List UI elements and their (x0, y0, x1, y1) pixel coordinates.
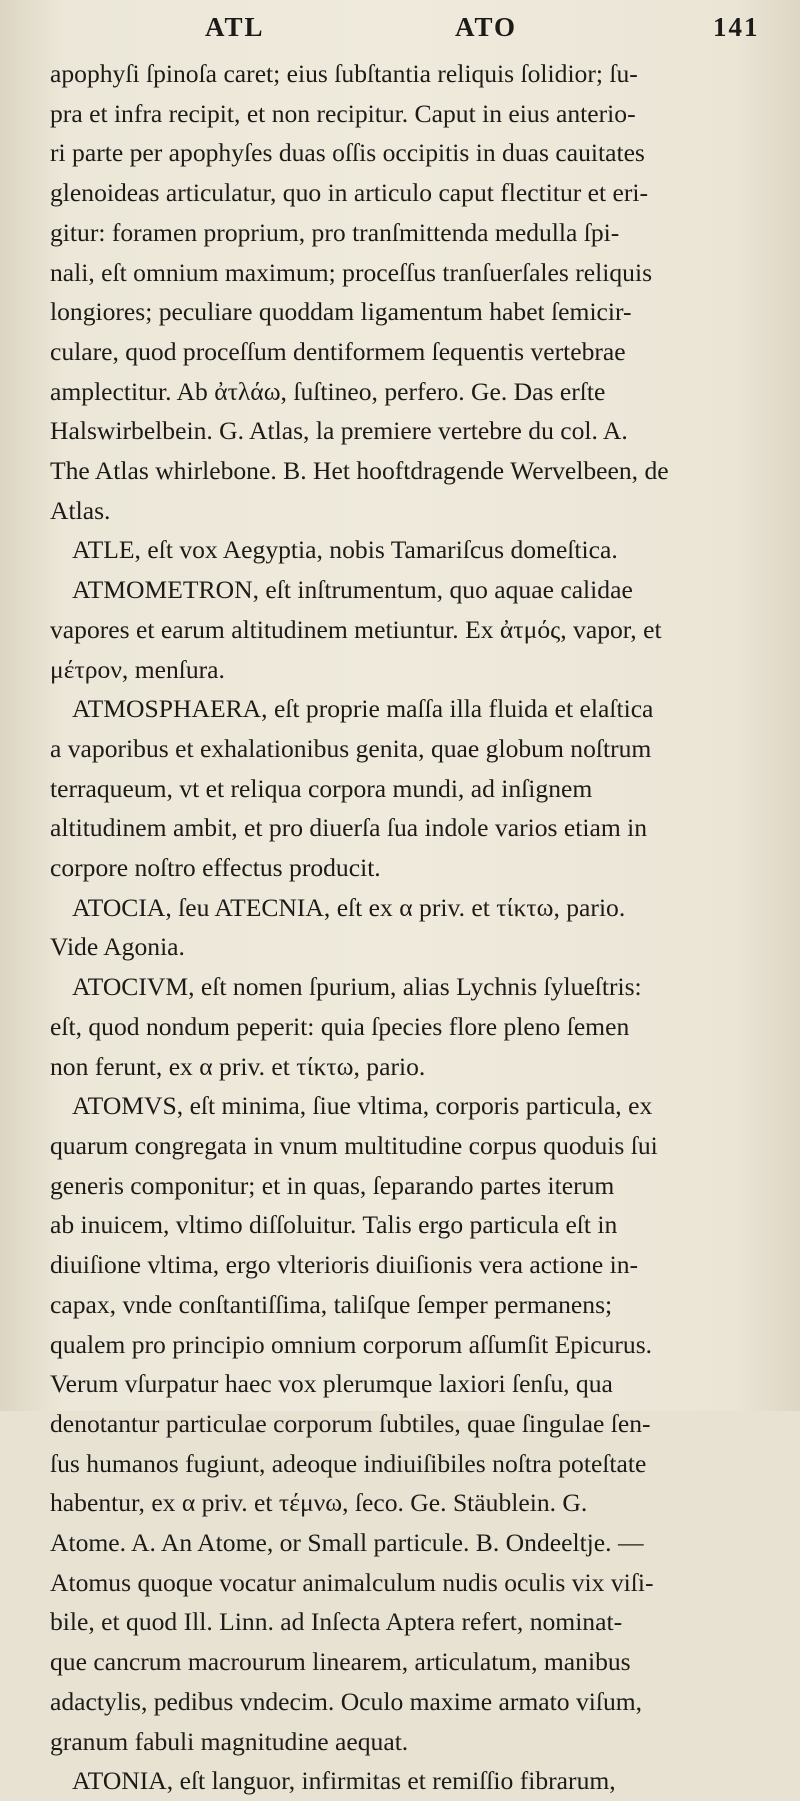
text-line: pra et infra recipit, et non recipitur. Caput in eius anterio- (50, 98, 636, 128)
entry-atomus: ATOMVS, eſt minima, ſiue vltima, corporis particula, ex (72, 1091, 653, 1121)
page-body (50, 54, 762, 1801)
text-line: culare, quod proceſſum dentiformem ſequentis vertebrae (50, 336, 626, 366)
text-line: que cancrum macrourum linearem, articulatum, manibus (50, 1647, 631, 1677)
text-line: habentur, ex α priv. et τέμνω, ſeco. Ge. Stäublein. G. (50, 1488, 588, 1518)
header-left-guideword: ATL (205, 12, 265, 42)
text-line: Verum vſurpatur haec vox plerumque laxiori ſenſu, qua (50, 1369, 613, 1399)
text-line: denotantur particulae corporum ſubtiles, quae ſingulae ſen- (50, 1408, 651, 1438)
text-line: ri parte per apophyſes duas oſſis occipitis in duas cauitates (50, 138, 645, 168)
entry-atocia: ATOCIA, ſeu ATECNIA, eſt ex α priv. et τίκτω, pario. (72, 892, 626, 922)
entry-atmosphaera: ATMOSPHAERA, eſt proprie maſſa illa fluida et elaſtica (72, 694, 654, 724)
text-line: non ferunt, ex α priv. et τίκτω, pario. (50, 1051, 426, 1081)
text-line: Atlas. (50, 495, 111, 525)
text-line: μέτρον, menſura. (50, 654, 225, 684)
text-line: generis componitur; et in quas, ſeparando partes iterum (50, 1170, 615, 1200)
text-line: ab inuicem, vltimo diſſoluitur. Talis ergo particula eſt in (50, 1210, 618, 1240)
text-line: corpore noſtro effectus producit. (50, 853, 381, 883)
text-line: Atome. A. An Atome, or Small particule. B. Ondeeltje. — (50, 1528, 644, 1558)
text-line: gitur: foramen proprium, pro tranſmittenda medulla ſpi- (50, 217, 620, 247)
text-line: Atomus quoque vocatur animalculum nudis oculis vix viſi- (50, 1567, 654, 1597)
entry-atocium: ATOCIVM, eſt nomen ſpurium, alias Lychnis ſylueſtris: (72, 972, 642, 1002)
text-line: glenoideas articulatur, quo in articulo caput flectitur et eri- (50, 178, 649, 208)
text-line: terraqueum, vt et reliqua corpora mundi, ad inſignem (50, 773, 593, 803)
entry-atonia: ATONIA, eſt languor, infirmitas et remiſſio fibrarum, (72, 1766, 616, 1796)
text-line: apophyſi ſpinoſa caret; eius ſubſtantia reliquis ſolidior; ſu- (50, 59, 638, 88)
text-line: amplectitur. Ab ἀτλάω, ſuſtineo, perfero. Ge. Das erſte (50, 376, 606, 406)
text-line: quarum congregata in vnum multitudine corpus quoduis ſui (50, 1130, 658, 1160)
text-line: capax, vnde conſtantiſſima, taliſque ſemper permanens; (50, 1289, 613, 1319)
text-line: granum fabuli magnitudine aequat. (50, 1726, 409, 1756)
text-line: qualem pro principio omnium corporum aſſumſit Epicurus. (50, 1329, 653, 1359)
text-line: altitudinem ambit, et pro diuerſa ſua indole varios etiam in (50, 813, 648, 843)
text-line: diuiſione vltima, ergo vlterioris diuiſionis vera actione in- (50, 1250, 639, 1280)
entry-atle: ATLE, eſt vox Aegyptia, nobis Tamariſcus domeſtica. (72, 535, 618, 565)
header-center-guideword: ATO (455, 12, 518, 42)
running-header (0, 12, 800, 52)
text-line: nali, eſt omnium maximum; proceſſus tranſuerſales reliquis (50, 257, 653, 287)
text-line: The Atlas whirlebone. B. Het hooftdragende Wervelbeen, de (50, 456, 669, 486)
text-line: vapores et earum altitudinem metiuntur. Ex ἀτμός, vapor, et (50, 614, 662, 644)
text-line: adactylis, pedibus vndecim. Oculo maxime armato viſum, (50, 1686, 643, 1716)
text-line: eſt, quod nondum peperit: quia ſpecies flore pleno ſemen (50, 1011, 630, 1041)
text-line: bile, et quod Ill. Linn. ad Inſecta Aptera refert, nominat- (50, 1607, 623, 1637)
page-number: 141 (713, 12, 760, 42)
text-line: Vide Agonia. (50, 932, 185, 962)
text-line: longiores; peculiare quoddam ligamentum habet ſemicir- (50, 297, 632, 327)
text-line: ſus humanos fugiunt, adeoque indiuiſibiles noſtra poteſtate (50, 1448, 647, 1478)
text-line: Halswirbelbein. G. Atlas, la premiere vertebre du col. A. (50, 416, 628, 446)
entry-atmometron: ATMOMETRON, eſt inſtrumentum, quo aquae calidae (72, 575, 633, 605)
text-line: a vaporibus et exhalationibus genita, quae globum noſtrum (50, 733, 652, 763)
